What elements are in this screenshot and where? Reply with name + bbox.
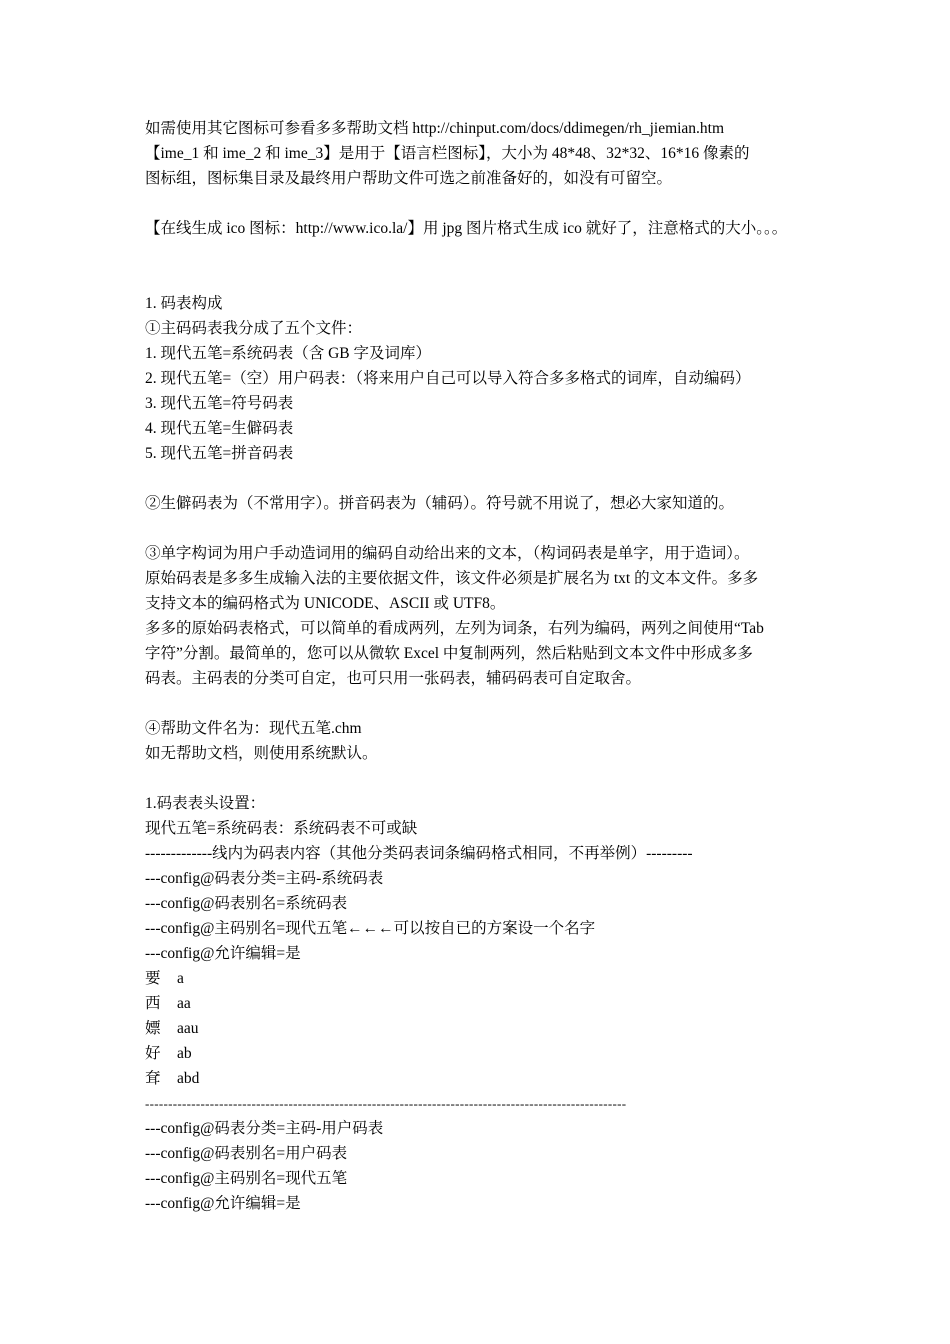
entry-code: aau (177, 1020, 199, 1037)
table-row (145, 1044, 192, 1064)
para3-line-5: 字符”分割。最简单的，您可以从微软 Excel 中复制两列，然后粘贴到文本文件中形成多多 (145, 645, 753, 662)
para3-line-6: 码表。主码表的分类可自定，也可只用一张码表，辅码码表可自定取舍。 (145, 670, 642, 687)
icon-group-line: 图标组，图标集目录及最终用户帮助文件可选之前准备好的，如没有可留空。 (145, 170, 673, 187)
file-item-5: 5. 现代五笔=拼音码表 (145, 445, 294, 462)
entry-word: 西 (145, 995, 161, 1012)
table-row (145, 1069, 199, 1089)
config-line: ---config@允许编辑=是 (145, 945, 301, 962)
entry-code: a (177, 970, 184, 987)
entry-word: 好 (145, 1045, 161, 1062)
entry-word: 嫖 (145, 1020, 161, 1037)
table-row (145, 969, 184, 989)
ime-icon-line: 【ime_1 和 ime_2 和 ime_3】是用于【语言栏图标】，大小为 48*48、32*32、16*16 像素的 (145, 145, 750, 162)
divider-caption: -------------线内为码表内容（其他分类码表词条编码格式相同，不再举例）--------- (145, 845, 693, 862)
para3-line-4: 多多的原始码表格式，可以简单的看成两列，左列为词条，右列为编码，两列之间使用“Tab (145, 620, 764, 637)
para3-line-1: ③单字构词为用户手动造词用的编码自动给出来的文本，（构词码表是单字，用于造词）。 (145, 545, 750, 562)
file-item-3: 3. 现代五笔=符号码表 (145, 395, 294, 412)
config-line: ---config@码表别名=系统码表 (145, 895, 348, 912)
section-title: 1. 码表构成 (145, 295, 223, 312)
entry-word: 耷 (145, 1070, 161, 1087)
help-doc-line: 如需使用其它图标可参看多多帮助文档 http://chinput.com/docs/ddimegen/rh_jiemian.htm (145, 120, 725, 137)
config-line: ---config@主码别名=现代五笔←←←可以按自已的方案设一个名字 (145, 920, 596, 937)
para3-line-2: 原始码表是多多生成输入法的主要依据文件，该文件必须是扩展名为 txt 的文本文件。多多 (145, 570, 759, 587)
help-file-default: 如无帮助文档，则使用系统默认。 (145, 745, 378, 762)
help-file-name: ④帮助文件名为：现代五笔.chm (145, 720, 362, 737)
config-line: ---config@码表别名=用户码表 (145, 1145, 348, 1162)
header-setup-title: 1.码表表头设置： (145, 795, 266, 812)
para3-line-3: 支持文本的编码格式为 UNICODE、ASCII 或 UTF8。 (145, 595, 506, 612)
file-item-2: 2. 现代五笔=（空）用户码表：（将来用户自己可以导入符合多多格式的词库，自动编码） (145, 370, 751, 387)
entry-code: abd (177, 1070, 200, 1087)
file-item-1: 1. 现代五笔=系统码表（含 GB 字及词库） (145, 345, 432, 362)
file-item-4: 4. 现代五笔=生僻码表 (145, 420, 294, 437)
config-line: ---config@主码别名=现代五笔 (145, 1170, 348, 1187)
config-line: ---config@码表分类=主码-用户码表 (145, 1120, 384, 1137)
entry-word: 要 (145, 970, 161, 987)
entry-code: aa (177, 995, 191, 1012)
config-line: ---config@码表分类=主码-系统码表 (145, 870, 384, 887)
config-line: ---config@允许编辑=是 (145, 1195, 301, 1212)
rare-table-note: ②生僻码表为（不常用字）。拼音码表为（辅码）。符号就不用说了，想必大家知道的。 (145, 495, 735, 512)
divider-line: -------------------------------------------------------------------------------------------------------- (145, 1096, 627, 1111)
system-table-line: 现代五笔=系统码表：系统码表不可或缺 (145, 820, 418, 837)
files-intro: ①主码码表我分成了五个文件： (145, 320, 363, 337)
online-ico-line: 【在线生成 ico 图标：http://www.ico.la/】用 jpg 图片格式生成 ico 就好了，注意格式的大小。。。 (145, 220, 788, 237)
table-row (145, 994, 191, 1014)
table-row (145, 1019, 199, 1039)
entry-code: ab (177, 1045, 192, 1062)
